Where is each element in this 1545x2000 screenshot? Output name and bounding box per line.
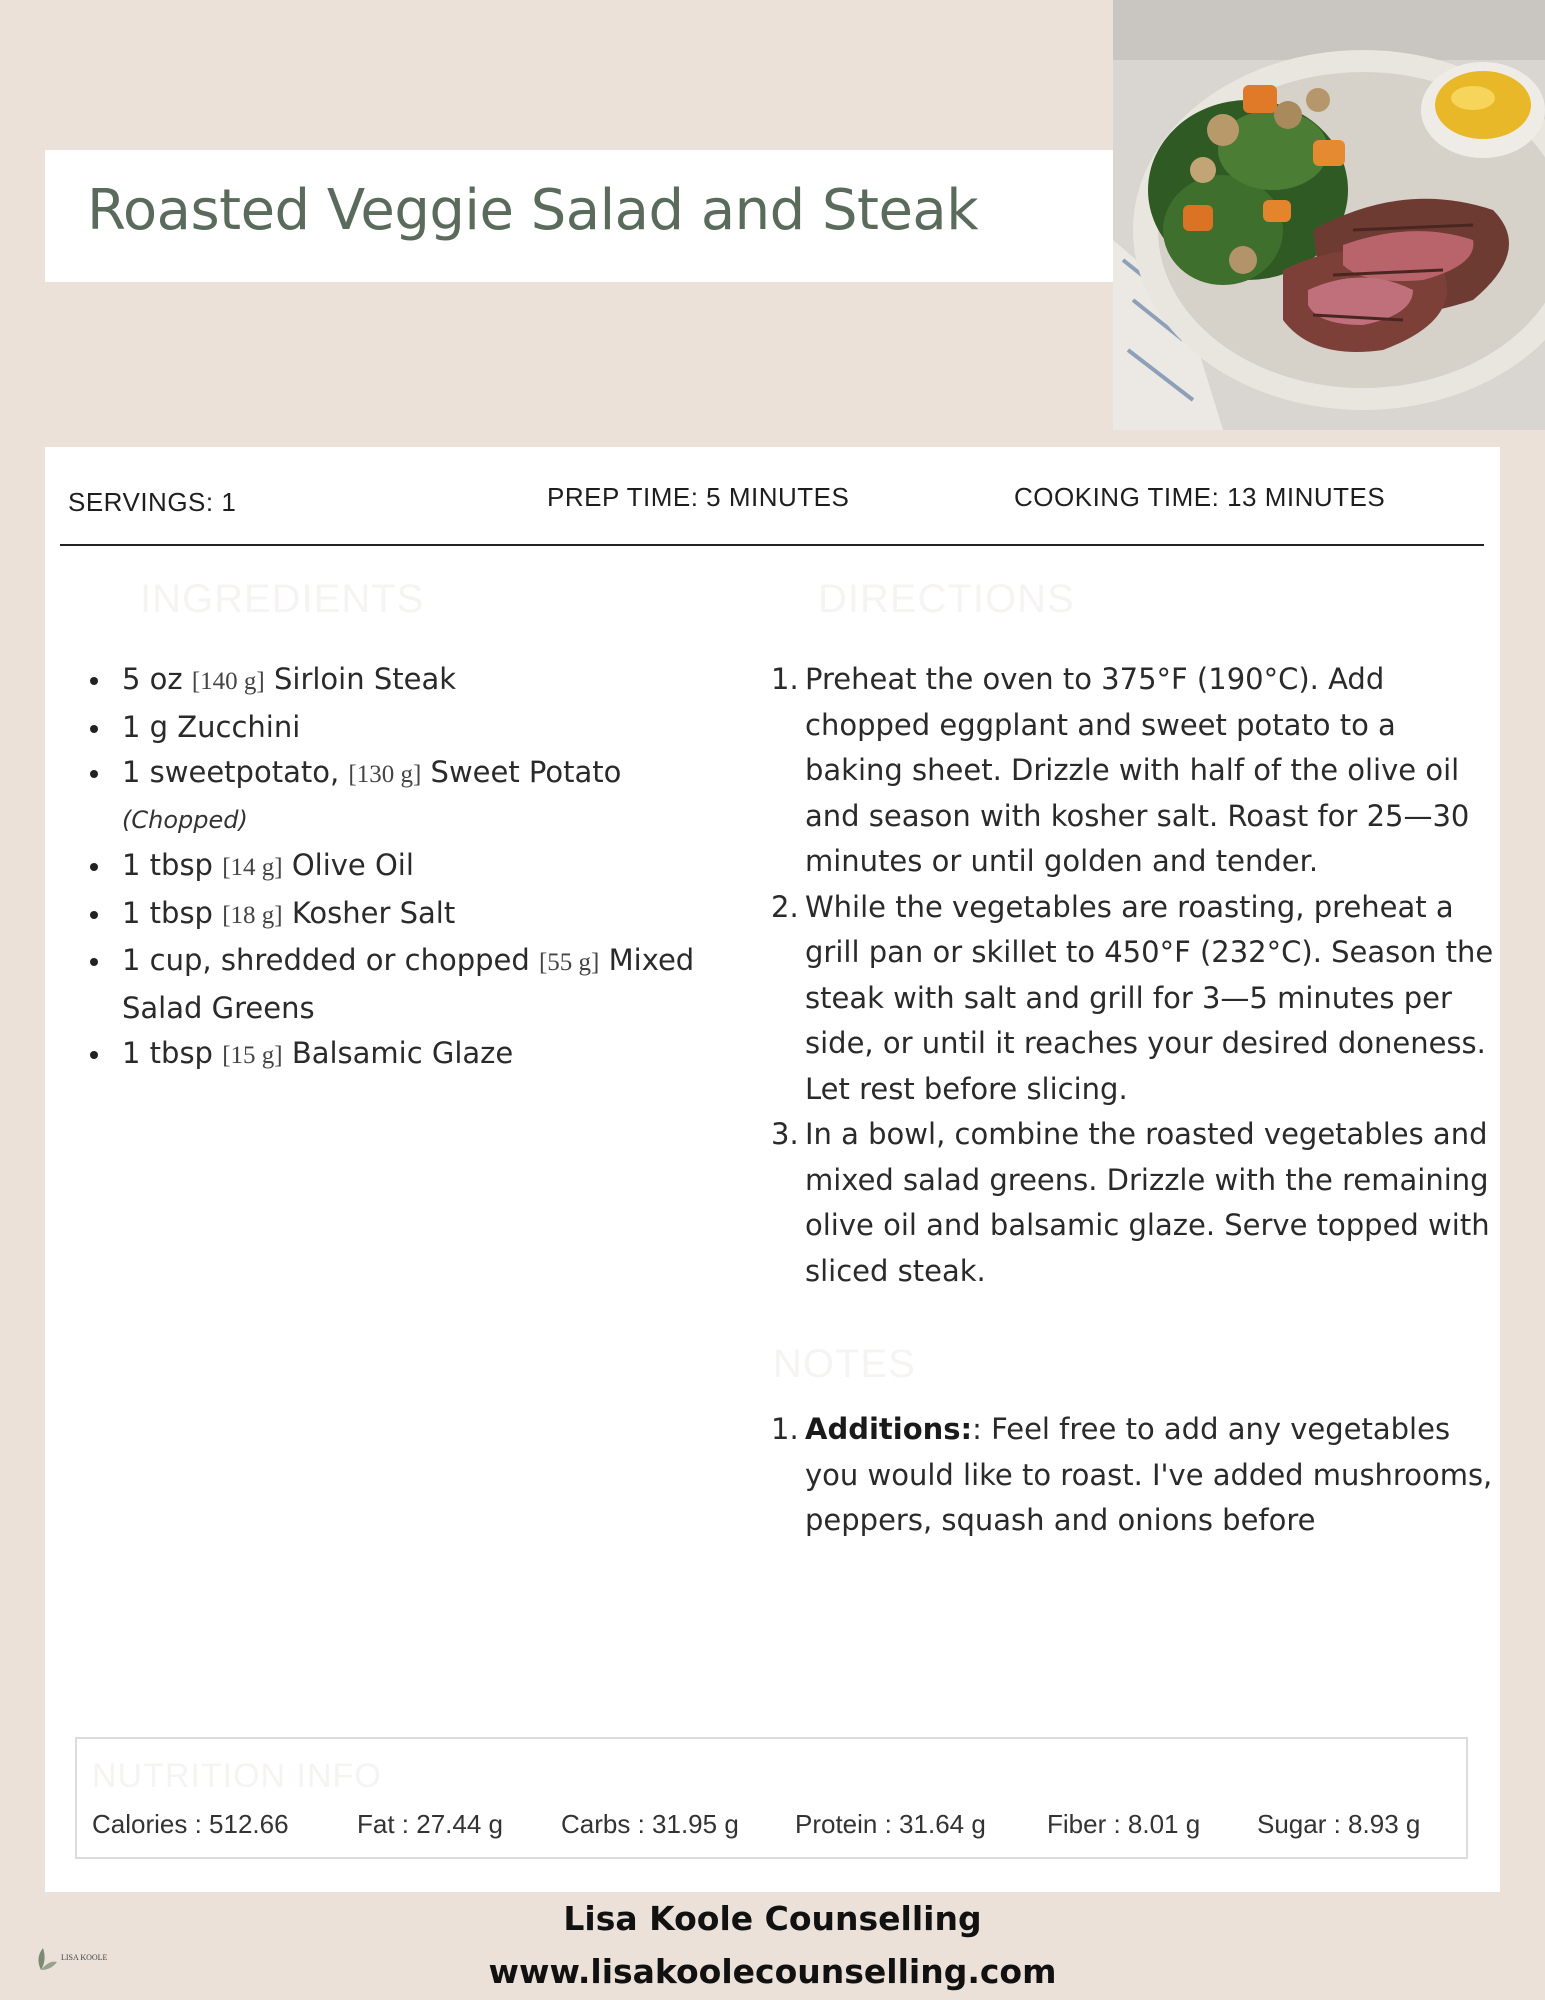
nutrition-heading: NUTRITION INFO	[92, 1757, 382, 1795]
nutrition-protein: Protein : 31.64 g	[795, 1809, 986, 1839]
nutrition-carbs: Carbs : 31.95 g	[561, 1809, 739, 1839]
list-item: 1 tbsp [14 g] Olive Oil	[70, 843, 710, 891]
footer-url[interactable]: www.lisakoolecounselling.com	[488, 1952, 1057, 1991]
list-item: 1 tbsp [15 g] Balsamic Glaze	[70, 1031, 710, 1079]
list-item: 3. In a bowl, combine the roasted vegetables and mixed salad greens. Drizzle with the remaining olive oil and balsamic glaze. Serve topped with sliced steak.	[771, 1117, 1490, 1288]
steak-salad-image	[1113, 0, 1545, 430]
cooking-time: COOKING TIME: 13 MINUTES	[1014, 482, 1386, 512]
list-item: 1 sweetpotato, [130 g] Sweet Potato (Chopped)	[70, 750, 710, 843]
notes-list	[765, 1407, 1495, 1544]
nutrition-fat: Fat : 27.44 g	[357, 1809, 503, 1839]
list-item: 1 g Zucchini	[70, 705, 710, 751]
nutrition-calories: Calories : 512.66	[92, 1809, 289, 1839]
svg-text:LISA KOOLE: LISA KOOLE	[61, 1953, 108, 1962]
notes-heading: NOTES	[773, 1342, 916, 1386]
list-item: 1. Preheat the oven to 375°F (190°C). Add chopped eggplant and sweet potato to a baking sheet. Drizzle with half of the olive oil and season with kosher salt. Roast for 25—30 minutes or until golden and tender.	[771, 662, 1470, 878]
directions-list	[765, 657, 1495, 1294]
footer-name: Lisa Koole Counselling	[563, 1899, 982, 1938]
list-item: 1. Additions:: Feel free to add any vegetables you would like to roast. I've added mushrooms, peppers, squash and onions before	[771, 1412, 1493, 1537]
ingredients-heading: INGREDIENTS	[140, 577, 425, 621]
nutrition-box	[75, 1737, 1468, 1859]
list-item: 1 cup, shredded or chopped [55 g] Mixed Salad Greens	[70, 938, 710, 1031]
list-item: 5 oz [140 g] Sirloin Steak	[70, 657, 710, 705]
nutrition-fiber: Fiber : 8.01 g	[1047, 1809, 1201, 1839]
directions-heading: DIRECTIONS	[818, 577, 1075, 621]
nutrition-sugar: Sugar : 8.93 g	[1257, 1809, 1421, 1839]
ingredients-list	[70, 657, 710, 1079]
recipe-photo	[1113, 0, 1545, 430]
list-item: 1 tbsp [18 g] Kosher Salt	[70, 891, 710, 939]
recipe-title: Roasted Veggie Salad and Steak	[87, 178, 979, 243]
prep-time: PREP TIME: 5 MINUTES	[547, 482, 850, 512]
divider	[60, 544, 1484, 546]
servings: SERVINGS: 1	[68, 487, 237, 517]
title-band	[45, 150, 1115, 282]
recipe-card	[45, 447, 1500, 1892]
list-item: 2. While the vegetables are roasting, preheat a grill pan or skillet to 450°F (232°C). Season the steak with salt and grill for 3—5 minutes per side, or until it reaches your desired doneness. Let rest before slicing.	[771, 889, 1494, 1106]
footer	[0, 1892, 1545, 2000]
